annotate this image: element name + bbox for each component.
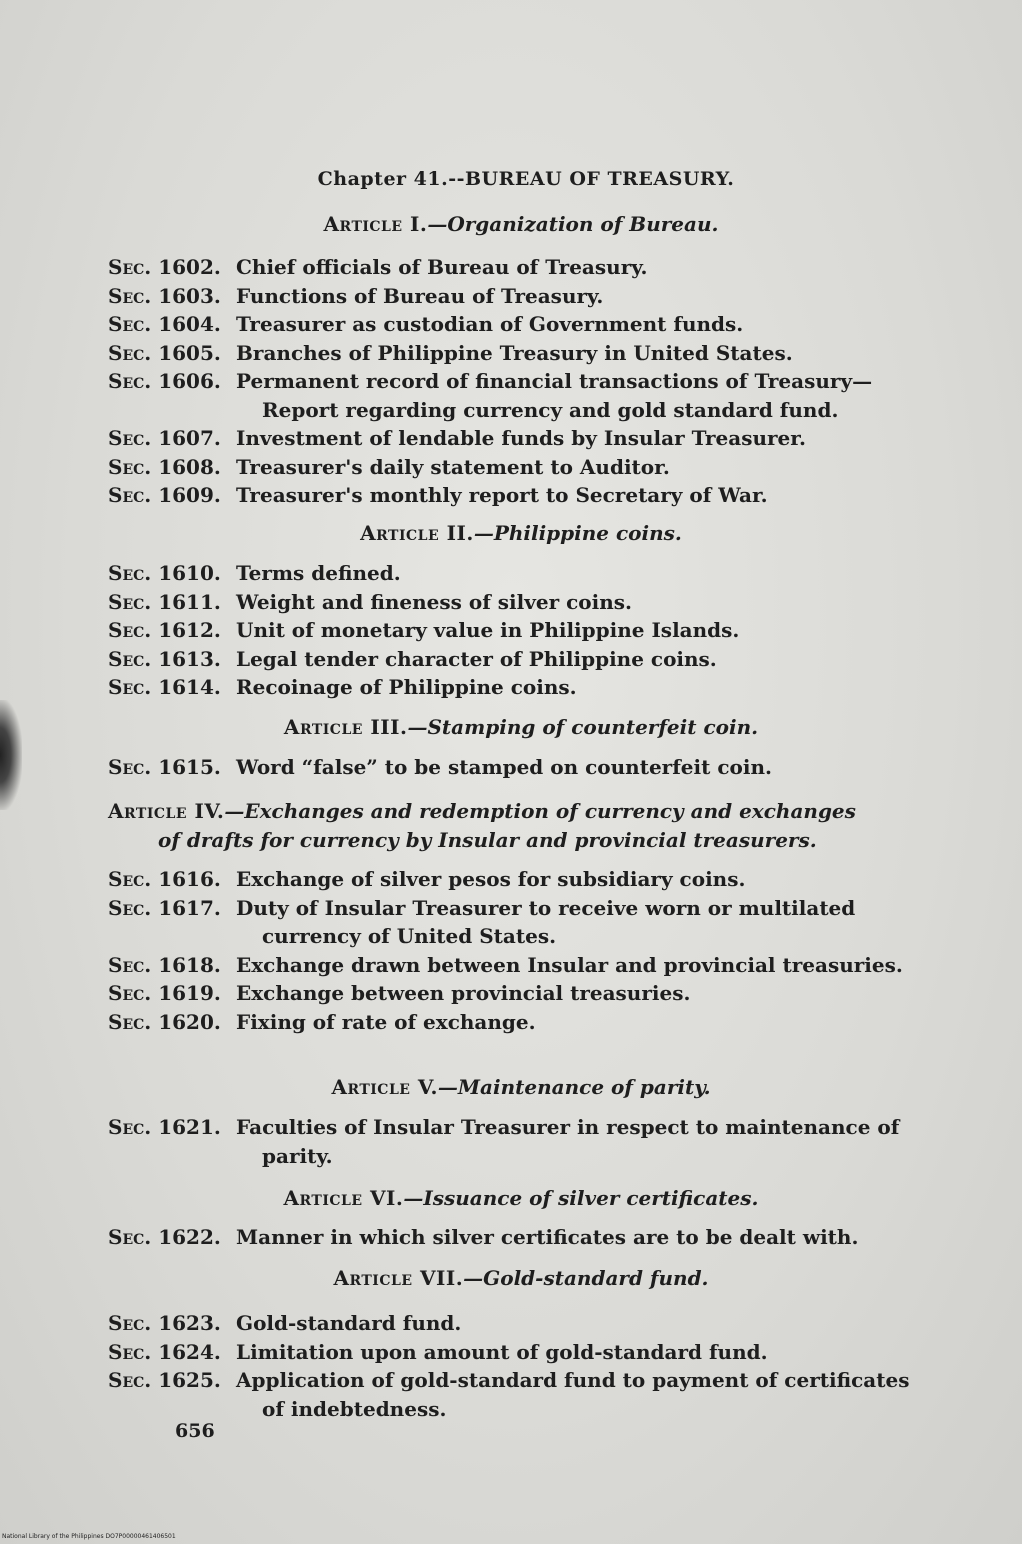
article-title: —Gold-standard fund. — [463, 1266, 709, 1290]
sec-label: Sec. — [108, 646, 152, 671]
article-label: Article VI. — [283, 1186, 404, 1210]
sec-number: 1610. — [158, 561, 221, 585]
article-label: Article III. — [283, 715, 408, 739]
article-title: —Organization of Bureau. — [427, 212, 719, 236]
sec-text: Word “false” to be stamped on counterfeit coin. — [236, 755, 772, 779]
section-list-6 — [108, 1223, 928, 1252]
sec-text: Treasurer's monthly report to Secretary of War. — [236, 483, 768, 507]
sec-label: Sec. — [108, 454, 152, 479]
sec-number: 1625. — [158, 1368, 221, 1392]
sec-text: Legal tender character of Philippine coins. — [236, 646, 717, 671]
article-heading-5 — [0, 1075, 1022, 1099]
sec-label: Sec. — [108, 895, 152, 920]
sec-number: 1609. — [158, 483, 221, 507]
sec-label: Sec. — [108, 618, 152, 642]
article-label: Article I. — [323, 212, 428, 236]
sec-number: 1612. — [158, 618, 221, 642]
section-list-1 — [108, 253, 928, 510]
sec-label: Sec. — [108, 981, 152, 1005]
section-entry — [108, 282, 928, 311]
sec-text: Gold-standard fund. — [236, 1311, 462, 1335]
sec-number: 1617. — [158, 895, 221, 920]
sec-text: Investment of lendable funds by Insular Treasurer. — [236, 426, 806, 450]
sec-number: 1622. — [158, 1225, 221, 1249]
sec-label: Sec. — [108, 867, 152, 891]
sec-label: Sec. — [108, 1115, 152, 1139]
section-entry — [108, 1309, 928, 1338]
sec-text: Functions of Bureau of Treasury. — [236, 283, 604, 308]
sec-label: Sec. — [108, 312, 152, 336]
sec-label: Sec. — [108, 1368, 152, 1392]
sec-number: 1611. — [158, 589, 221, 614]
article-title: —Stamping of counterfeit coin. — [407, 715, 759, 739]
sec-number: 1616. — [158, 867, 221, 891]
section-entry — [108, 481, 928, 510]
sec-number: 1613. — [158, 646, 221, 671]
sec-label: Sec. — [108, 340, 152, 365]
section-list-3 — [108, 753, 928, 782]
sec-number: 1623. — [158, 1311, 221, 1335]
sec-number: 1608. — [158, 454, 221, 479]
sec-label: Sec. — [108, 369, 152, 393]
sec-text: Treasurer as custodian of Government funds. — [236, 312, 744, 336]
article-title-continued: of drafts for currency by Insular and provincial treasurers. — [158, 828, 817, 852]
section-entry — [108, 1223, 928, 1252]
article-label: Article IV. — [108, 799, 225, 823]
sec-text: Application of gold-standard fund to payment of certificates of indebtedness. — [236, 1368, 910, 1421]
article-title: —Issuance of silver certificates. — [403, 1186, 759, 1210]
sec-label: Sec. — [108, 426, 152, 450]
sec-text: Faculties of Insular Treasurer in respect to maintenance of parity. — [236, 1115, 900, 1168]
section-entry — [108, 979, 928, 1008]
section-entry — [108, 865, 928, 894]
section-entry — [108, 310, 928, 339]
article-heading-2 — [0, 521, 1022, 545]
article-label: Article VII. — [333, 1266, 464, 1290]
sec-number: 1615. — [158, 755, 221, 779]
section-list-4 — [108, 865, 928, 1036]
article-heading-6 — [0, 1186, 1022, 1210]
sec-text: Exchange between provincial treasuries. — [236, 981, 691, 1005]
sec-text: Unit of monetary value in Philippine Islands. — [236, 618, 740, 642]
sec-number: 1603. — [158, 283, 221, 308]
sec-label: Sec. — [108, 589, 152, 614]
sec-number: 1605. — [158, 340, 221, 365]
section-entry — [108, 1008, 928, 1037]
sec-text: Permanent record of financial transactions of Treasury—Report regarding currency and gold standard fund. — [236, 369, 873, 422]
sec-label: Sec. — [108, 255, 152, 279]
sec-text: Manner in which silver certificates are to be dealt with. — [236, 1225, 859, 1249]
sec-text: Terms defined. — [236, 561, 401, 585]
sec-label: Sec. — [108, 1225, 152, 1249]
article-label: Article II. — [360, 521, 474, 545]
article-heading-7 — [0, 1266, 1022, 1290]
section-entry — [108, 453, 928, 482]
section-entry — [108, 1338, 928, 1367]
sec-text: Duty of Insular Treasurer to receive worn or multilated currency of United States. — [236, 895, 856, 948]
sec-number: 1602. — [158, 255, 221, 279]
sec-number: 1624. — [158, 1339, 221, 1364]
sec-label: Sec. — [108, 675, 152, 699]
sec-text: Chief officials of Bureau of Treasury. — [236, 255, 648, 279]
section-entry — [108, 424, 928, 453]
sec-text: Limitation upon amount of gold-standard fund. — [236, 1339, 768, 1364]
sec-text: Recoinage of Philippine coins. — [236, 675, 577, 699]
sec-label: Sec. — [108, 755, 152, 779]
sec-number: 1620. — [158, 1009, 221, 1034]
section-entry — [108, 588, 928, 617]
section-list-2 — [108, 559, 928, 702]
sec-label: Sec. — [108, 483, 152, 507]
sec-label: Sec. — [108, 1009, 152, 1034]
section-entry — [108, 616, 928, 645]
sec-label: Sec. — [108, 283, 152, 308]
sec-text: Fixing of rate of exchange. — [236, 1009, 536, 1034]
sec-number: 1614. — [158, 675, 221, 699]
article-title: —Maintenance of parity. — [437, 1075, 711, 1099]
sec-text: Exchange of silver pesos for subsidiary coins. — [236, 867, 746, 891]
section-entry — [108, 753, 928, 782]
sec-number: 1619. — [158, 981, 221, 1005]
sec-label: Sec. — [108, 952, 152, 977]
sec-label: Sec. — [108, 1339, 152, 1364]
sec-number: 1604. — [158, 312, 221, 336]
sec-text: Weight and fineness of silver coins. — [236, 589, 632, 614]
sec-text: Exchange drawn between Insular and provincial treasuries. — [236, 952, 903, 977]
section-entry — [108, 645, 928, 674]
sec-text: Treasurer's daily statement to Auditor. — [236, 454, 670, 479]
article-title: —Philippine coins. — [473, 521, 682, 545]
sec-number: 1618. — [158, 952, 221, 977]
section-entry — [108, 339, 928, 368]
sec-number: 1607. — [158, 426, 221, 450]
section-entry — [108, 894, 928, 951]
sec-text: Branches of Philippine Treasury in United States. — [236, 340, 793, 365]
scan-footer-note: National Library of the Philippines DO7P00000461406501 — [2, 1533, 176, 1540]
sec-label: Sec. — [108, 561, 152, 585]
section-list-5 — [108, 1113, 928, 1170]
sec-number: 1606. — [158, 369, 221, 393]
section-entry — [108, 367, 928, 424]
section-entry — [108, 253, 928, 282]
section-entry — [108, 673, 928, 702]
sec-number: 1621. — [158, 1115, 221, 1139]
section-entry — [108, 1366, 928, 1423]
section-entry — [108, 1113, 928, 1170]
section-entry — [108, 559, 928, 588]
article-heading-1 — [0, 212, 1022, 236]
article-label: Article V. — [331, 1075, 438, 1099]
chapter-heading: Chapter 41.--BUREAU OF TREASURY. — [317, 168, 735, 190]
article-heading-3 — [0, 715, 1022, 739]
article-heading-4 — [0, 797, 1022, 855]
page-number: 656 — [175, 1420, 215, 1442]
section-entry — [108, 951, 928, 980]
section-list-7 — [108, 1309, 928, 1423]
article-title: —Exchanges and redemption of currency and exchanges — [224, 799, 856, 823]
sec-label: Sec. — [108, 1311, 152, 1335]
